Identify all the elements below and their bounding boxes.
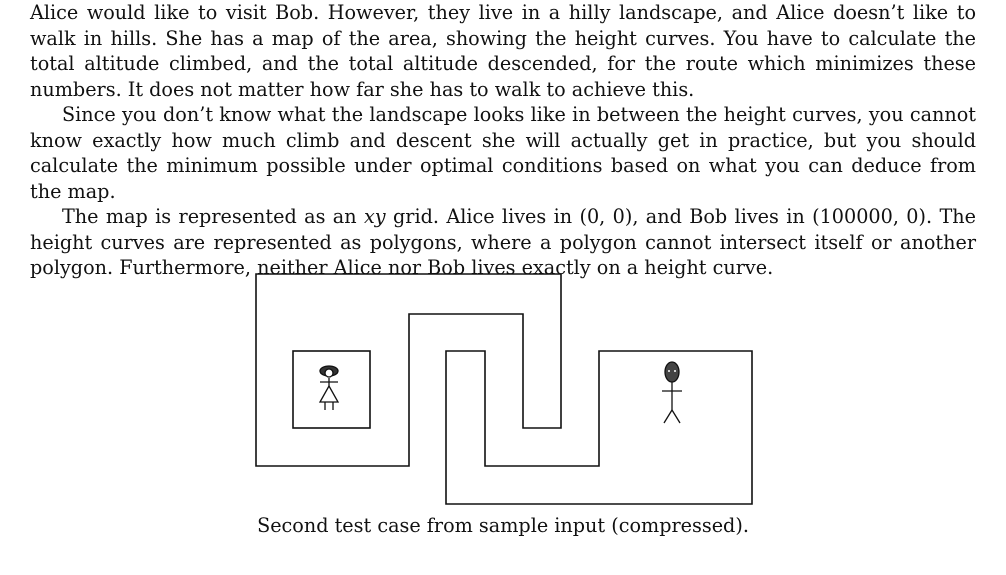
height-curve-figure — [0, 262, 1006, 512]
height-curve-polygon-outer-left — [256, 274, 561, 466]
alice-figure — [320, 366, 338, 410]
paragraph-2: Since you don’t know what the landscape looks like in between the height curves, you cannot know exactly how much climb and descent she will actually get in practice, but you should calculate the minimum possible under optimal conditions based on what you can deduce from the map. — [30, 103, 976, 203]
height-curve-diagram — [0, 262, 1006, 512]
bob-figure — [662, 362, 682, 423]
paragraph-3-part-a: The map is represented as an — [62, 205, 364, 228]
paragraph-1: Alice would like to visit Bob. However, they live in a hilly landscape, and Alice doesn’t like to walk in hills. She has a map of the area, showing the height curves. You have to calculate the total altitude climbed, and the total altitude descended, for the route which minimizes these numbers. It does not matter how far she has to walk to achieve this. — [30, 1, 976, 101]
problem-text — [30, 0, 976, 281]
height-curve-polygon-right — [446, 351, 752, 504]
math-xy: xy — [363, 205, 386, 228]
paragraph-3-part-b: grid. Alice lives in (0, 0), and Bob lives in (100000, 0). The height curves are represented as polygons, where a polygon cannot intersect itself or another polygon. Furthermore, neither Alice nor Bob lives exactly on a height curve. — [30, 205, 976, 279]
figure-caption: Second test case from sample input (compressed). — [257, 514, 749, 537]
